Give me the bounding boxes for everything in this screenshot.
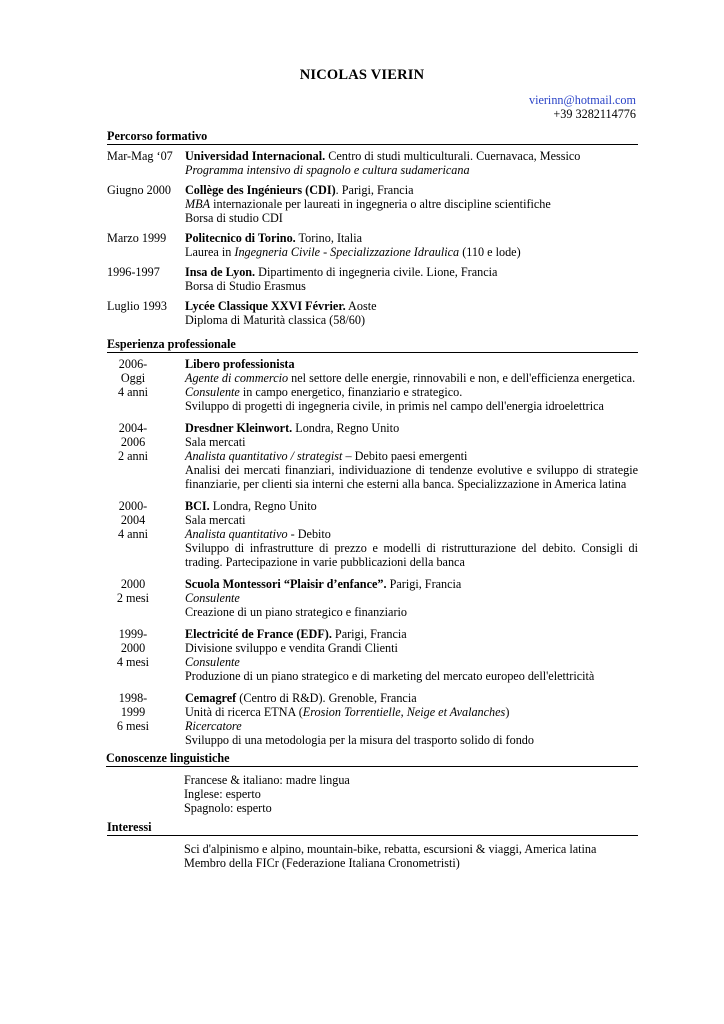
contact-block bbox=[529, 93, 636, 121]
entry-org-detail: Parigi, Francia bbox=[331, 627, 407, 641]
section-title: Percorso formativo bbox=[107, 129, 638, 145]
section-title: Conoscenze linguistiche bbox=[106, 751, 638, 767]
experience-entry bbox=[107, 577, 638, 619]
entry-line: Produzione di un piano strategico e di marketing del mercato europeo dell'elettricità bbox=[185, 669, 595, 683]
entry-line: Borsa di studio CDI bbox=[185, 211, 283, 225]
entry-role: Consulente bbox=[185, 385, 240, 399]
experience-section bbox=[107, 337, 638, 753]
entry-date: Giugno 2000 bbox=[107, 183, 171, 197]
education-entry bbox=[107, 149, 638, 177]
education-section bbox=[107, 129, 638, 333]
entry-line: Borsa di Studio Erasmus bbox=[185, 279, 306, 293]
experience-entry bbox=[107, 691, 638, 747]
language-item: Francese & italiano: madre lingua bbox=[184, 773, 350, 787]
email-link[interactable]: vierinn@hotmail.com bbox=[528, 93, 636, 107]
entry-line: Debito paesi emergenti bbox=[351, 449, 468, 463]
entry-line-italic: Erosion Torrentielle, Neige et Avalanches bbox=[302, 705, 506, 719]
entry-org-detail: Dipartimento di ingegneria civile. Lione, Francia bbox=[255, 265, 498, 279]
entry-org: Universidad Internacional. bbox=[185, 149, 326, 163]
experience-entry bbox=[107, 627, 638, 683]
entry-org: Scuola Montessori “Plaisir d’enfance”. bbox=[185, 577, 387, 591]
entry-org: Cemagref bbox=[185, 691, 237, 705]
experience-entry bbox=[107, 499, 638, 569]
entry-line: Sala mercati bbox=[185, 513, 246, 527]
entry-org: Dresdner Kleinwort. bbox=[185, 421, 293, 435]
entry-duration: 6 mesi bbox=[116, 719, 150, 733]
interest-item: Sci d'alpinismo e alpino, mountain-bike, rebatta, escursioni & viaggi, America latina bbox=[184, 842, 597, 856]
entry-line: in campo energetico, finanziario e strategico. bbox=[239, 385, 463, 399]
entry-line: Sala mercati bbox=[185, 435, 246, 449]
entry-org: Electricité de France (EDF). bbox=[185, 627, 332, 641]
entry-line: nel settore delle energie, rinnovabili e non, e dell'efficienza energetica. bbox=[288, 371, 636, 385]
entry-line: Programma intensivo di spagnolo e cultura sudamericana bbox=[185, 163, 470, 177]
education-entry bbox=[107, 231, 638, 259]
entry-org-detail: Centro di studi multiculturali. Cuernavaca, Messico bbox=[325, 149, 581, 163]
entry-degree: Ingegneria Civile - Specializzazione Idraulica bbox=[234, 245, 460, 259]
entry-role: Agente di commercio bbox=[185, 371, 289, 385]
entry-duration: 2 mesi bbox=[116, 591, 150, 605]
entry-org-detail: Parigi, Francia bbox=[386, 577, 462, 591]
entry-date: 2000 bbox=[120, 577, 146, 591]
entry-org: Insa de Lyon. bbox=[185, 265, 256, 279]
entry-role: Consulente bbox=[185, 591, 240, 605]
entry-org: Lycée Classique XXVI Février. bbox=[185, 299, 346, 313]
entry-line: internazionale per laureati in ingegneria o altre discipline scientifiche bbox=[210, 197, 551, 211]
entry-role: Analista quantitativo / strategist – bbox=[185, 449, 352, 463]
entry-org-detail: Torino, Italia bbox=[295, 231, 362, 245]
language-item: Spagnolo: esperto bbox=[184, 801, 272, 815]
entry-date: 1996-1997 bbox=[107, 265, 160, 279]
entry-line: Laurea in bbox=[185, 245, 235, 259]
entry-date: Luglio 1993 bbox=[107, 299, 167, 313]
entry-line: Creazione di un piano strategico e finanziario bbox=[185, 605, 407, 619]
entry-date: Marzo 1999 bbox=[107, 231, 167, 245]
phone-number: +39 3282114776 bbox=[553, 107, 636, 121]
entry-org: BCI. bbox=[185, 499, 210, 513]
entry-role: Analista quantitativo - bbox=[185, 527, 295, 541]
entry-line: Divisione sviluppo e vendita Grandi Clienti bbox=[185, 641, 398, 655]
language-item: Inglese: esperto bbox=[184, 787, 261, 801]
entry-line: Diploma di Maturità classica (58/60) bbox=[185, 313, 366, 327]
entry-org-detail: Londra, Regno Unito bbox=[292, 421, 400, 435]
candidate-name: NICOLAS VIERIN bbox=[299, 67, 425, 83]
entry-grade: (110 e lode) bbox=[459, 245, 521, 259]
education-entry bbox=[107, 265, 638, 293]
entry-line: Sviluppo di una metodologia per la misura del trasporto solido di fondo bbox=[185, 733, 534, 747]
entry-date: 2006-Oggi bbox=[118, 357, 148, 385]
entry-line: Sviluppo di infrastrutture di prezzo e modelli di ristrutturazione del debito. Consigli di trading. Partecipazione in varie pubblicazioni della banca bbox=[185, 541, 638, 569]
entry-date: 2004-2006 bbox=[118, 421, 148, 449]
entry-date: 2000-2004 bbox=[118, 499, 148, 527]
interests-section bbox=[107, 820, 638, 870]
entry-role: Consulente bbox=[185, 655, 240, 669]
entry-org-detail: Aoste bbox=[345, 299, 377, 313]
entry-date: 1998-1999 bbox=[118, 691, 148, 719]
entry-role: Ricercatore bbox=[185, 719, 242, 733]
education-entry bbox=[107, 183, 638, 225]
entry-line: ) bbox=[505, 705, 510, 719]
entry-org: Politecnico di Torino. bbox=[185, 231, 296, 245]
section-title: Interessi bbox=[107, 820, 638, 836]
experience-entry bbox=[107, 421, 638, 491]
entry-date: Mar-Mag ‘07 bbox=[107, 149, 173, 163]
entry-duration: 4 anni bbox=[117, 385, 149, 399]
interest-item: Membro della FICr (Federazione Italiana Cronometristi) bbox=[184, 856, 460, 870]
education-entry bbox=[107, 299, 638, 327]
entry-line: Unità di ricerca ETNA ( bbox=[185, 705, 303, 719]
entry-degree: MBA bbox=[185, 197, 211, 211]
entry-org-detail: (Centro di R&D). Grenoble, Francia bbox=[236, 691, 417, 705]
entry-duration: 4 anni bbox=[117, 527, 149, 541]
section-title: Esperienza professionale bbox=[107, 337, 638, 353]
entry-line: Debito bbox=[294, 527, 331, 541]
entry-duration: 2 anni bbox=[117, 449, 149, 463]
entry-org: Collège des Ingénieurs (CDI) bbox=[185, 183, 336, 197]
entry-line: Sviluppo di progetti di ingegneria civile, in primis nel campo dell'energia idroelettrica bbox=[185, 399, 604, 413]
entry-date: 1999-2000 bbox=[118, 627, 148, 655]
entry-org: Libero professionista bbox=[185, 357, 295, 371]
entry-duration: 4 mesi bbox=[116, 655, 150, 669]
entry-org-detail: . Parigi, Francia bbox=[335, 183, 414, 197]
experience-entry bbox=[107, 357, 638, 413]
entry-org-detail: Londra, Regno Unito bbox=[209, 499, 317, 513]
languages-section bbox=[106, 751, 638, 815]
entry-line: Analisi dei mercati finanziari, individuazione di tendenze evolutive e sviluppo di strategie finanziarie, per clienti sia interni che esterni alla banca. Specializzazione in America latina bbox=[185, 463, 638, 491]
